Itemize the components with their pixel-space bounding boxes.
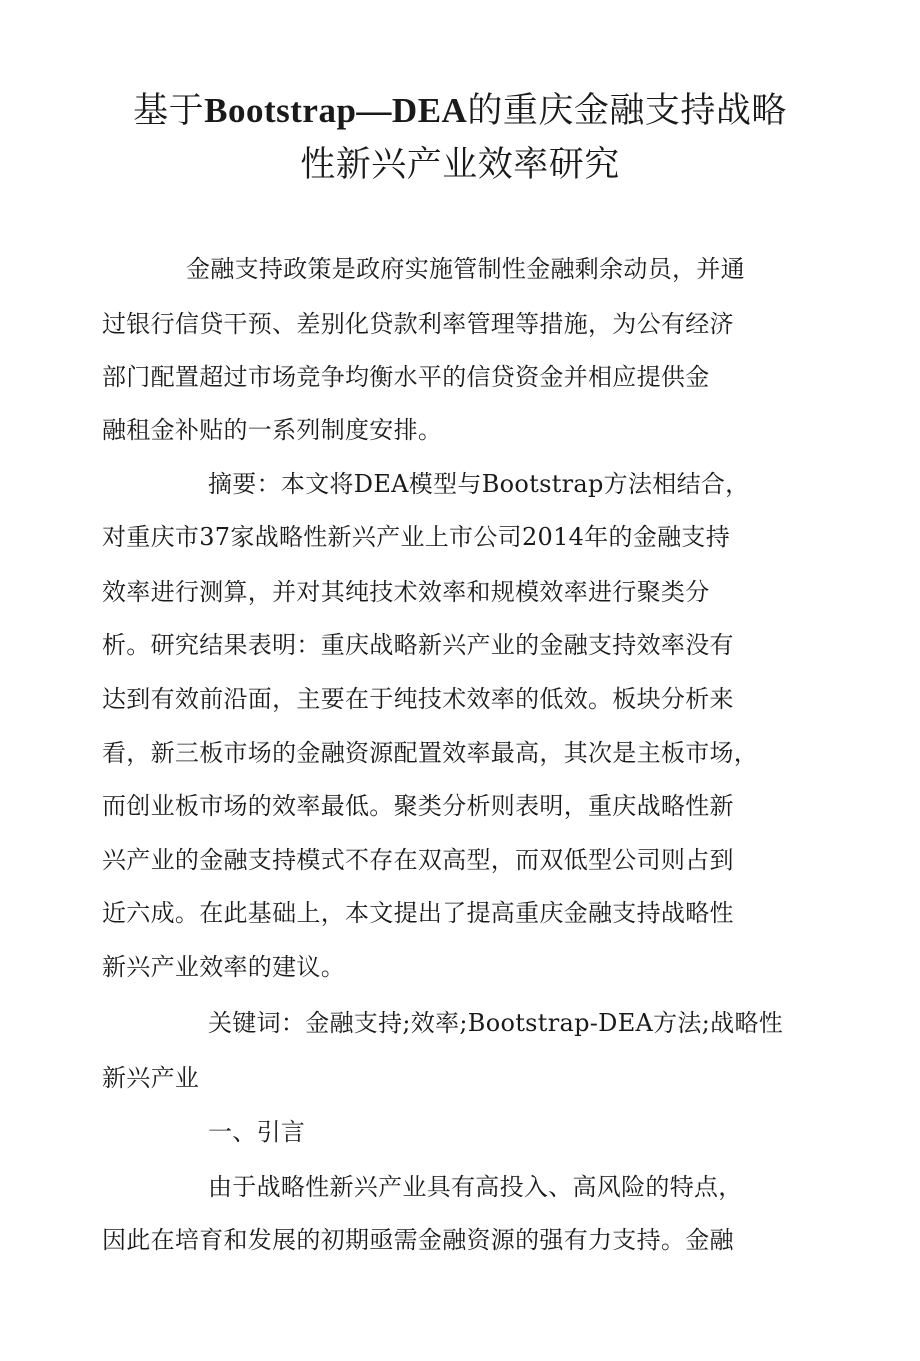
- title-suffix: 的重庆金融支持战略: [467, 91, 787, 131]
- body-line: 金融支持政策是政府实施管制性金融剩余动员，并通: [186, 255, 745, 283]
- body-line: 部门配置超过市场竞争均衡水平的信贷资金并相应提供金: [102, 363, 710, 391]
- section-heading: 一、引言: [208, 1118, 306, 1146]
- abstract-line: 效率进行测算，并对其纯技术效率和规模效率进行聚类分: [102, 578, 710, 606]
- abstract-line: 而创业板市场的效率最低。聚类分析则表明，重庆战略性新: [102, 792, 734, 820]
- body-line: 过银行信贷干预、差别化贷款利率管理等措施，为公有经济: [102, 310, 734, 338]
- abstract-line: 看，新三板市场的金融资源配置效率最高，其次是主板市场，: [102, 739, 759, 767]
- abstract-line: 新兴产业效率的建议。: [102, 953, 345, 981]
- intro-line: 因此在培育和发展的初期亟需金融资源的强有力支持。金融: [102, 1226, 734, 1254]
- abstract-line: 摘要：本文将DEA模型与Bootstrap方法相结合，: [208, 470, 750, 498]
- document-title-line-1: [60, 84, 860, 138]
- title-latin: Bootstrap—DEA: [204, 91, 468, 130]
- keywords-line: 关键词：金融支持;效率;Bootstrap-DEA方法;战略性: [208, 1009, 784, 1037]
- abstract-line: 近六成。在此基础上，本文提出了提高重庆金融支持战略性: [102, 899, 734, 927]
- abstract-line: 对重庆市37家战略性新兴产业上市公司2014年的金融支持: [102, 523, 731, 551]
- body-line: 融租金补贴的一系列制度安排。: [102, 416, 443, 444]
- document-title-line-2: 性新兴产业效率研究: [300, 145, 620, 185]
- keywords-line: 新兴产业: [102, 1064, 200, 1092]
- abstract-line: 兴产业的金融支持模式不存在双高型，而双低型公司则占到: [102, 846, 734, 874]
- title-prefix: 基于: [133, 91, 205, 131]
- intro-line: 由于战略性新兴产业具有高投入、高风险的特点，: [208, 1173, 743, 1201]
- abstract-line: 析。研究结果表明：重庆战略新兴产业的金融支持效率没有: [102, 631, 734, 659]
- abstract-line: 达到有效前沿面，主要在于纯技术效率的低效。板块分析来: [102, 685, 734, 713]
